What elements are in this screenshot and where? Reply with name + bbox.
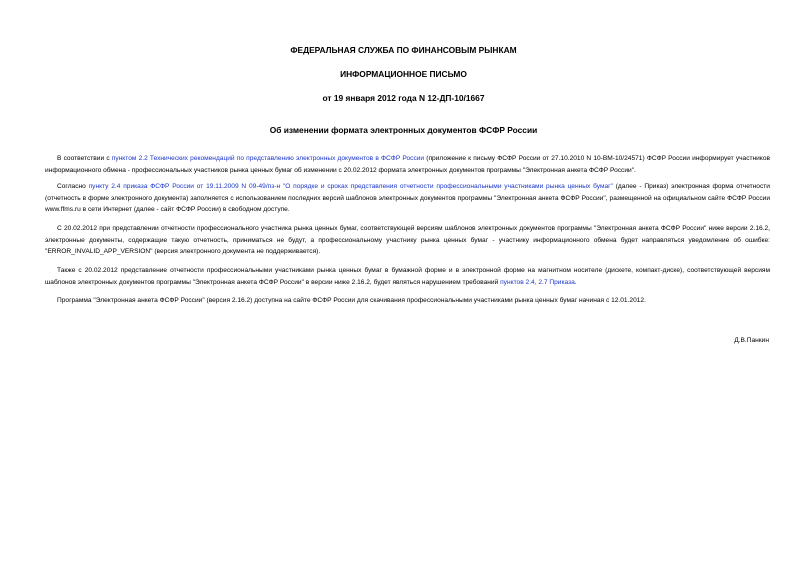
link-order-clause-2-4[interactable]: пункту 2.4 приказа ФСФР России от 19.11.2009 N 09-49/пз-н "О порядке и сроках представления отчетности профессиональными участниками рынка ценных бумаг" — [88, 183, 613, 190]
document-date-number: от 19 января 2012 года N 12-ДП-10/1667 — [322, 93, 485, 103]
signatory-name: Д.В.Панкин — [734, 337, 769, 344]
agency-title: ФЕДЕРАЛЬНАЯ СЛУЖБА ПО ФИНАНСОВЫМ РЫНКАМ — [290, 45, 517, 55]
paragraph-1 — [45, 153, 770, 176]
paragraph-4 — [45, 265, 770, 288]
paragraph-1-post: (приложение к письму ФСФР России от 27.10.2010 N 10-ВМ-10/24571) ФСФР России информирует участников информационного обмена - профессиональных участников рынка ценных бумаг об изменении с 20.02.2012 формата электронных документов программы "Электронная анкета ФСФР России". — [45, 155, 770, 174]
paragraph-1-pre: В соответствии с — [57, 155, 112, 162]
paragraph-4-pre: Также с 20.02.2012 представление отчетности профессиональными участниками рынка ценных бумаг в бумажной форме и в электронной форме на магнитном носителе (дискете, компакт-диске), соответствующей версиям шаблонов электронных документов программы "Электронная анкета ФСФР России" в версии ниже 2.16.2, будет являться нарушением требований — [45, 267, 770, 286]
paragraph-2-pre: Согласно — [57, 183, 89, 190]
paragraph-2-post: (далее - Приказ) электронная форма отчетности (отчетность в форме электронного документа) заполняется с использованием последних версий шаблонов электронных документов программы "Электронная анкета ФСФР России", размещенной на официальном сайте ФСФР России www.ffms.ru в сети Интернет (далее - сайт ФСФР России) в свободном доступе. — [45, 183, 770, 214]
paragraph-4-post: . — [574, 278, 577, 286]
link-order-clauses-2-4-2-7[interactable]: пунктов 2.4, 2.7 Приказа — [500, 278, 575, 286]
paragraph-2 — [45, 181, 770, 216]
paragraph-3: С 20.02.2012 при представлении отчетности профессионального участника рынка ценных бумаг, соответствующей версиям шаблонов электронных документов программы "Электронная анкета ФСФР России" ниже версии 2.16.2, электронные документы, содержащие такую отчетность, приниматься не будут, а профессиональному участнику рынка ценных бумаг - участнику информационного обмена будет направляться уведомление об ошибке: "ERROR_INVALID_APP_VERSION" (версия электронного документа не поддерживается). — [45, 225, 770, 256]
document-subject: Об изменении формата электронных документов ФСФР России — [269, 125, 538, 135]
paragraph-5: Программа "Электронная анкета ФСФР России" (версия 2.16.2) доступна на сайте ФСФР России для скачивания профессиональными участниками рынка ценных бумаг начиная с 12.01.2012. — [57, 297, 646, 304]
document-type: ИНФОРМАЦИОННОЕ ПИСЬМО — [340, 69, 467, 79]
link-tech-recommendations[interactable]: пунктом 2.2 Технических рекомендаций по представлению электронных документов в ФСФР России — [111, 155, 425, 162]
